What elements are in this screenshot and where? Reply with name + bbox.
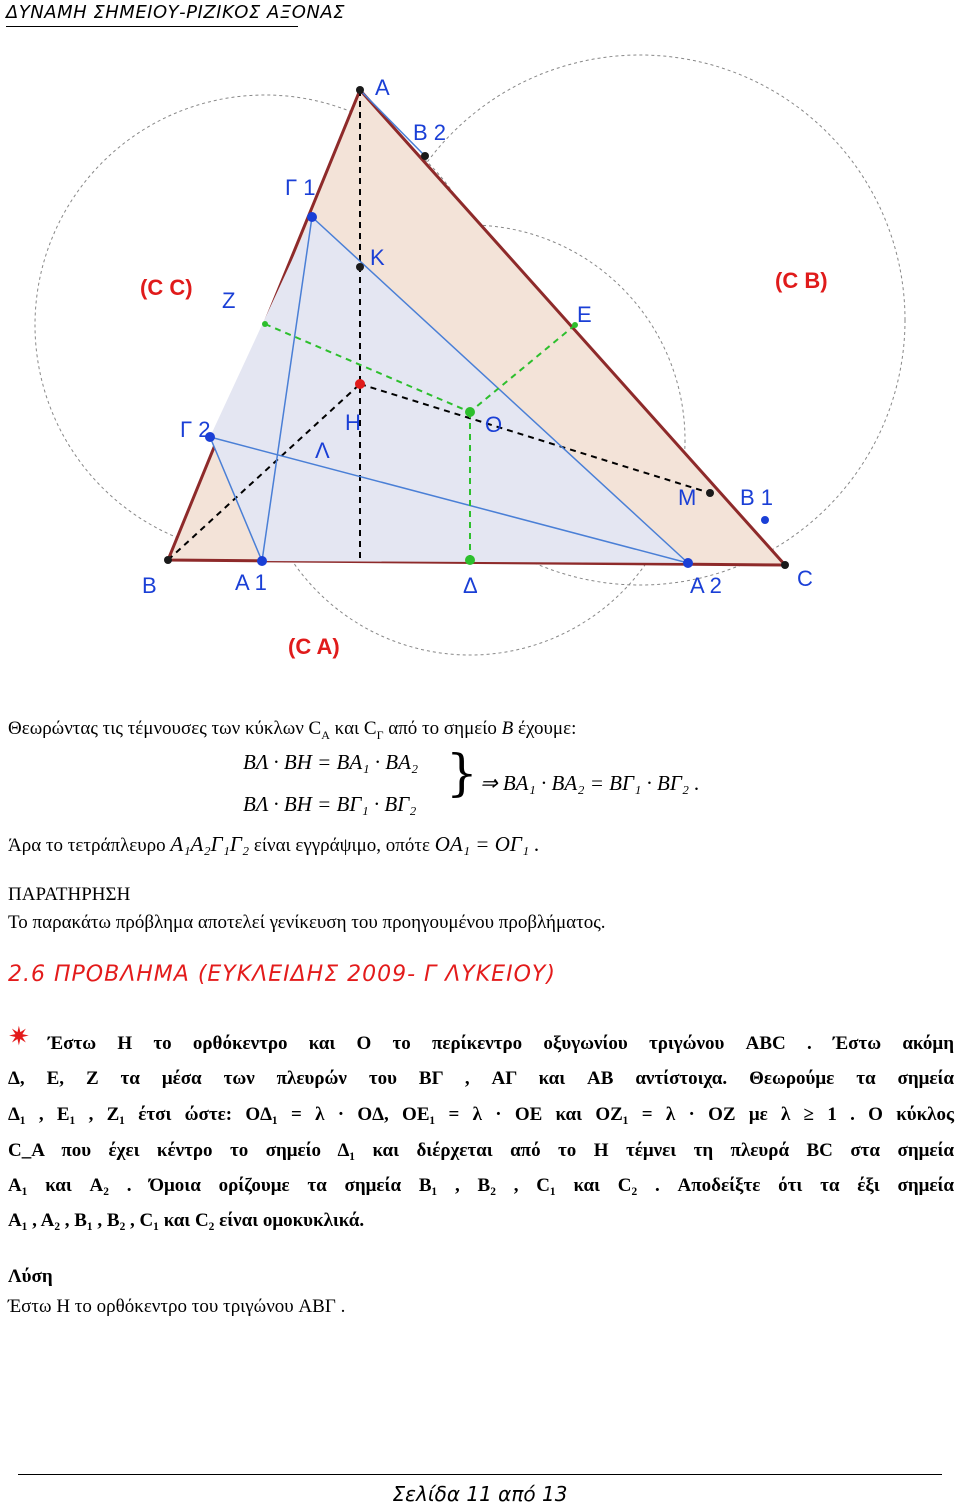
page-header-title: ΔΥΝΑΜΗ ΣΗΜΕΙΟΥ-ΡΙΖΙΚΟΣ ΑΞΟΝΑΣ (6, 2, 346, 23)
text-line-1: Θεωρώντας τις τέμνουσες των κύκλων $C_A$ και $C_\Gamma$ από το σημείο B έχουμε: (8, 718, 577, 742)
label-b2: B 2 (413, 120, 447, 145)
equation-result: ⇒ BA₁ · BA₂ = BΓ₁ · BΓ₂ . (480, 771, 700, 795)
label-a2: A 2 (690, 573, 722, 598)
label-k: K (370, 245, 385, 270)
label-ca: (C A) (288, 634, 340, 659)
page-footer: Σελίδα 11 από 13 (392, 1482, 568, 1506)
label-b1: B 1 (740, 485, 774, 510)
problem-line-1: Έστω H το ορθόκεντρο και O το περίκεντρο οξυγωνίου τριγώνου ABC . Έστω ακόμη (48, 1033, 954, 1054)
solution-text: Έστω H το ορθόκεντρο του τριγώνου ABΓ . (8, 1296, 346, 1317)
label-cc: (C C) (140, 275, 193, 300)
geometry-figure (0, 40, 960, 680)
remark-title: ΠΑΡΑΤΗΡΗΣΗ (8, 884, 131, 905)
label-d: Δ (463, 573, 478, 598)
remark-text: Το παρακάτω πρόβλημα αποτελεί γενίκευση του προηγουμένου προβλήματος. (8, 912, 606, 933)
section-title: 2.6 ΠΡΟΒΛΗΜΑ (ΕΥΚΛΕΙΔΗΣ 2009- Γ ΛΥΚΕΙΟΥ) (8, 962, 556, 987)
header-underline (6, 26, 298, 27)
label-cb: (C B) (775, 268, 828, 293)
label-b: B (142, 573, 157, 598)
text-line-ara: Άρα το τετράπλευρο A₁A₂Γ₁Γ₂ είναι εγγράψιμο, οπότε OA₁ = OΓ₁ . (8, 832, 540, 856)
label-h: H (345, 410, 361, 435)
problem-line-4: C_A που έχει κέντρο το σημείο Δ₁ και διέρχεται από το H τέμνει τη πλευρά BC στα σημεία (8, 1140, 954, 1161)
label-c: C (797, 566, 813, 591)
solution-title: Λύση (8, 1266, 53, 1287)
label-l: Λ (315, 438, 330, 463)
problem-line-6: A₁ , A₂ , B₁ , B₂ , C₁ και C₂ είναι ομοκυκλικά. (8, 1210, 365, 1231)
equation-1: BΛ · BH = BA₁ · BA₂ (243, 750, 419, 774)
label-a1: A 1 (235, 570, 267, 595)
star-icon: ✷ (8, 1022, 30, 1052)
label-z: Z (222, 288, 236, 313)
label-m: M (678, 485, 697, 510)
label-e: E (577, 302, 592, 327)
label-a: A (375, 75, 390, 100)
problem-line-2: Δ, E, Z τα μέσα των πλευρών του BΓ , AΓ και AB αντίστοιχα. Θεωρούμε τα σημεία (8, 1068, 954, 1089)
equation-2: BΛ · BH = BΓ₁ · BΓ₂ (243, 792, 417, 816)
label-o: O (485, 412, 503, 437)
problem-line-3: Δ₁ , E₁ , Z₁ έτσι ώστε: OΔ₁ = λ · OΔ, OE₁ = λ · OE και OZ₁ = λ · OZ με λ ≥ 1 . Ο κύκλος (8, 1104, 954, 1125)
label-g1: Γ 1 (285, 175, 316, 200)
brace: } (446, 744, 478, 802)
label-g2: Γ 2 (180, 417, 211, 442)
problem-line-5: A₁ και A₂ . Όμοια ορίζουμε τα σημεία B₁ , B₂ , C₁ και C₂ . Αποδείξτε ότι τα έξι σημεία (8, 1175, 954, 1196)
footer-line (18, 1474, 942, 1475)
